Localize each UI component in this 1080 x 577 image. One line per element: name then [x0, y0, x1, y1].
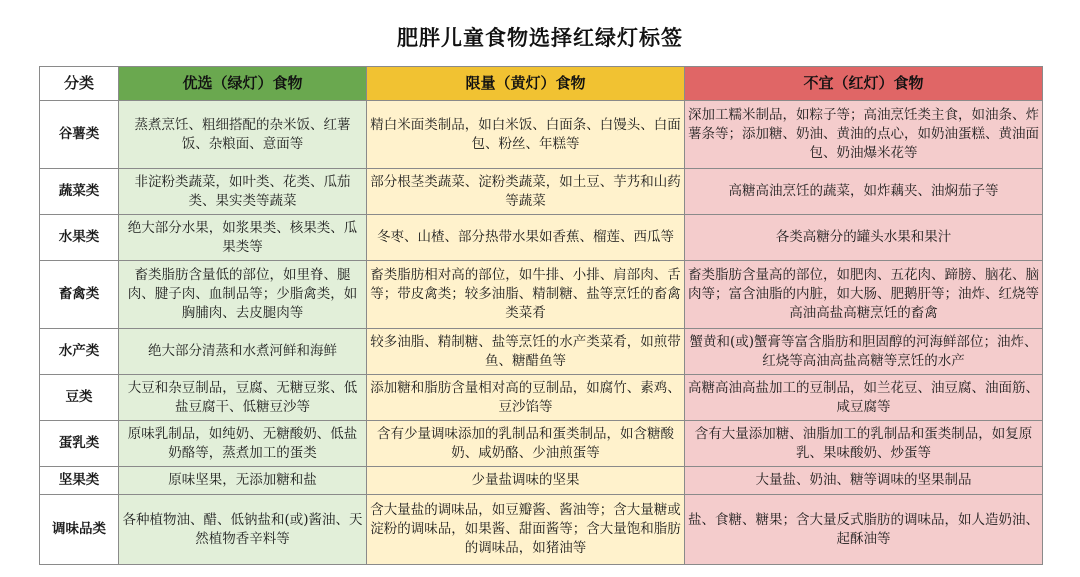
table-row — [40, 495, 1043, 565]
row-category: 坚果类 — [40, 467, 119, 495]
page-title: 肥胖儿童食物选择红绿灯标签 — [397, 26, 683, 50]
row-category: 畜禽类 — [40, 261, 119, 329]
header-row — [40, 67, 1043, 101]
green-cell: 绝大部分清蒸和水煮河鲜和海鲜 — [119, 329, 367, 375]
row-category: 调味品类 — [40, 495, 119, 565]
table-row — [40, 375, 1043, 421]
table-row — [40, 421, 1043, 467]
red-cell: 高糖高油烹饪的蔬菜，如炸藕夹、油焖茄子等 — [685, 169, 1043, 215]
table-row — [40, 261, 1043, 329]
yellow-cell: 冬枣、山楂、部分热带水果如香蕉、榴莲、西瓜等 — [367, 215, 685, 261]
green-cell: 原味乳制品，如纯奶、无糖酸奶、低盐奶酪等，蒸煮加工的蛋类 — [119, 421, 367, 467]
green-cell: 非淀粉类蔬菜，如叶类、花类、瓜茄类、果实类等蔬菜 — [119, 169, 367, 215]
red-cell: 各类高糖分的罐头水果和果汁 — [685, 215, 1043, 261]
green-cell: 绝大部分水果，如浆果类、核果类、瓜果类等 — [119, 215, 367, 261]
yellow-cell: 较多油脂、精制糖、盐等烹饪的水产类菜肴，如煎带鱼、糖醋鱼等 — [367, 329, 685, 375]
table-row — [40, 101, 1043, 169]
header-category: 分类 — [40, 67, 119, 101]
red-cell: 含有大量添加糖、油脂加工的乳制品和蛋类制品，如复原乳、果味酸奶、炒蛋等 — [685, 421, 1043, 467]
header-yellow-light: 限量（黄灯）食物 — [367, 67, 685, 101]
yellow-cell: 精白米面类制品，如白米饭、白面条、白馒头、白面包、粉丝、年糕等 — [367, 101, 685, 169]
green-cell: 蒸煮烹饪、粗细搭配的杂米饭、红薯饭、杂粮面、意面等 — [119, 101, 367, 169]
green-cell: 原味坚果，无添加糖和盐 — [119, 467, 367, 495]
red-cell: 蟹黄和(或)蟹膏等富含脂肪和胆固醇的河海鲜部位；油炸、红烧等高油高盐高糖等烹饪的水产 — [685, 329, 1043, 375]
row-category: 蔬菜类 — [40, 169, 119, 215]
yellow-cell: 少量盐调味的坚果 — [367, 467, 685, 495]
yellow-cell: 含大量盐的调味品，如豆瓣酱、酱油等；含大量糖或淀粉的调味品，如果酱、甜面酱等；含大量饱和脂肪的调味品，如猪油等 — [367, 495, 685, 565]
yellow-cell: 含有少量调味添加的乳制品和蛋类制品，如含糖酸奶、咸奶酪、少油煎蛋等 — [367, 421, 685, 467]
table-row — [40, 329, 1043, 375]
header-green-light: 优选（绿灯）食物 — [119, 67, 367, 101]
row-category: 谷薯类 — [40, 101, 119, 169]
yellow-cell: 畜类脂肪相对高的部位，如牛排、小排、肩部肉、舌等；带皮禽类；较多油脂、精制糖、盐等烹饪的畜禽类菜肴 — [367, 261, 685, 329]
red-cell: 大量盐、奶油、糖等调味的坚果制品 — [685, 467, 1043, 495]
row-category: 水果类 — [40, 215, 119, 261]
table-row — [40, 215, 1043, 261]
header-red-light: 不宜（红灯）食物 — [685, 67, 1043, 101]
row-category: 水产类 — [40, 329, 119, 375]
green-cell: 畜类脂肪含量低的部位，如里脊、腿肉、腱子肉、血制品等；少脂禽类，如胸脯肉、去皮腿肉等 — [119, 261, 367, 329]
yellow-cell: 部分根茎类蔬菜、淀粉类蔬菜，如土豆、芋艿和山药等蔬菜 — [367, 169, 685, 215]
table-row — [40, 169, 1043, 215]
red-cell: 盐、食糖、糖果；含大量反式脂肪的调味品，如人造奶油、起酥油等 — [685, 495, 1043, 565]
red-cell: 深加工糯米制品，如粽子等；高油烹饪类主食，如油条、炸薯条等；添加糖、奶油、黄油的点心，如奶油蛋糕、黄油面包、奶油爆米花等 — [685, 101, 1043, 169]
yellow-cell: 添加糖和脂肪含量相对高的豆制品，如腐竹、素鸡、豆沙馅等 — [367, 375, 685, 421]
red-cell: 畜类脂肪含量高的部位，如肥肉、五花肉、蹄膀、脑花、脑肉等；富含油脂的内脏，如大肠、肥鹅肝等；油炸、红烧等高油高盐高糖烹饪的畜禽 — [685, 261, 1043, 329]
row-category: 蛋乳类 — [40, 421, 119, 467]
green-cell: 各种植物油、醋、低钠盐和(或)酱油、天然植物香辛料等 — [119, 495, 367, 565]
row-category: 豆类 — [40, 375, 119, 421]
red-cell: 高糖高油高盐加工的豆制品，如兰花豆、油豆腐、油面筋、咸豆腐等 — [685, 375, 1043, 421]
green-cell: 大豆和杂豆制品，豆腐、无糖豆浆、低盐豆腐干、低糖豆沙等 — [119, 375, 367, 421]
table-row — [40, 467, 1043, 495]
food-traffic-light-table — [39, 66, 1043, 565]
